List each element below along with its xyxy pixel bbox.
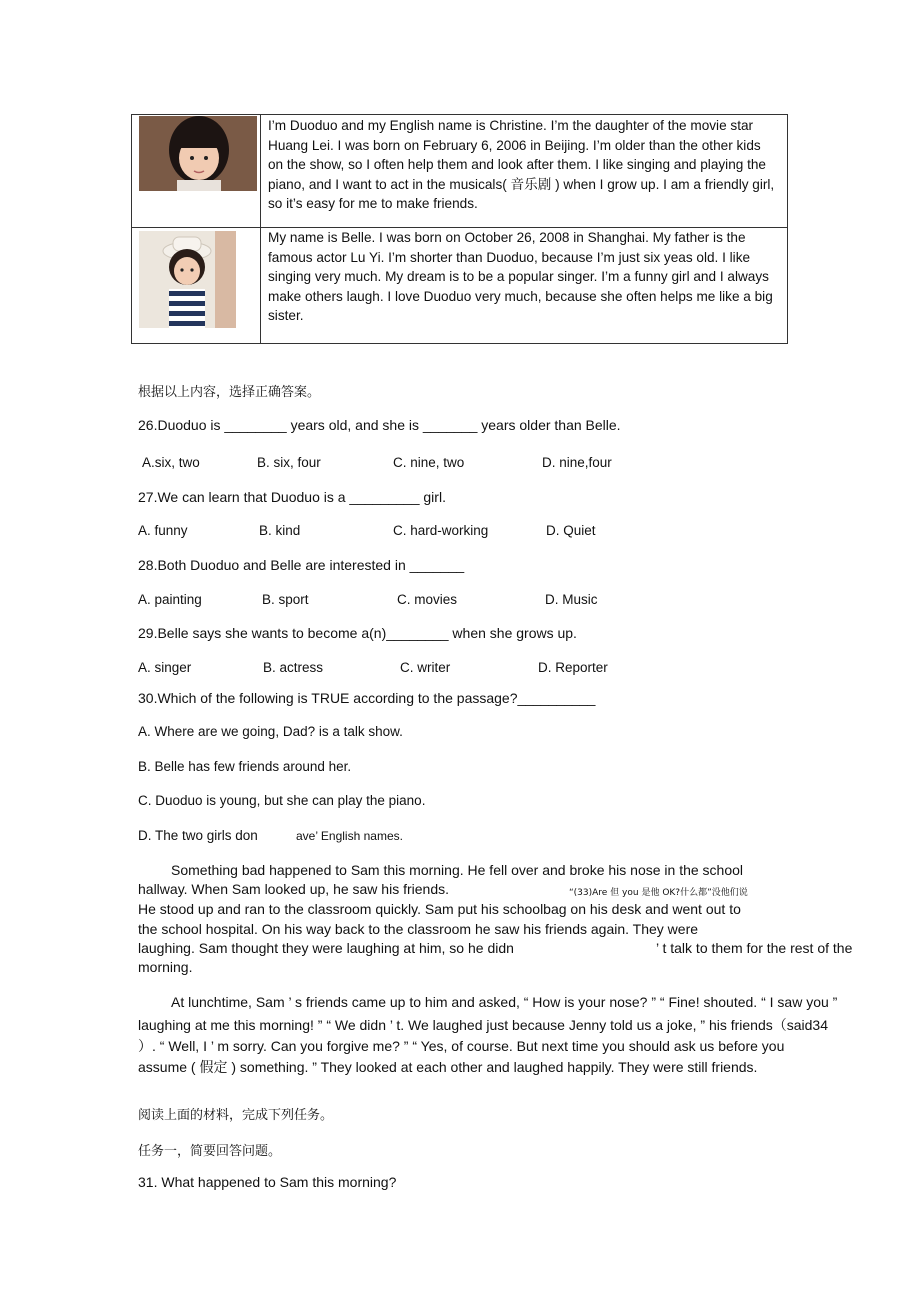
story-p1-small-note: “(33)Are 但 you 是他 OK?什么都”没他们说 <box>569 888 748 898</box>
story-p1-line2: hallway. When Sam looked up, he saw his friends. <box>138 881 450 897</box>
q28-option-d: D. Music <box>545 592 598 607</box>
instruction-choose-answer: 根据以上内容，选择正确答案。 <box>138 385 321 400</box>
q29-option-a: A. singer <box>138 660 192 675</box>
duoduo-photo <box>139 116 257 191</box>
q28-option-b: B. sport <box>262 592 309 607</box>
q28-option-c: C. movies <box>397 592 458 607</box>
story-p1-line6: morning. <box>138 959 193 975</box>
q27-option-b: B. kind <box>259 523 301 538</box>
q30-option-a: A. Where are we going, Dad? is a talk show. <box>138 724 403 739</box>
q26-option-b: B. six, four <box>257 455 321 470</box>
q27-option-d: D. Quiet <box>546 523 596 538</box>
q28-option-a: A. painting <box>138 592 202 607</box>
duoduo-intro-text: I’m Duoduo and my English name is Christine. I’m the daughter of the movie star Huang Lei. I was born on February 6, 2006 in Beijing. I’m older than the other kids on the show, so I often help them and look after them. I like singing and playing the piano, and I want to act in the musicals( 音乐剧 ) when I grow up. I am a friendly girl, so it’s easy for me to make friends. <box>268 118 775 211</box>
story-p2-line3: ）. “ Well, I ’ m sorry. Can you forgive me? ” “ Yes, of course. But next time you should ask us before you <box>138 1038 785 1054</box>
instruction-read-material: 阅读上面的材料，完成下列任务。 <box>138 1108 334 1123</box>
belle-photo <box>139 231 236 328</box>
q29-option-b: B. actress <box>263 660 324 675</box>
q26-option-a: A.six, two <box>142 455 200 470</box>
q30-option-c: C. Duoduo is young, but she can play the piano. <box>138 793 426 808</box>
intro-table <box>131 114 788 344</box>
story-p1-line4: the school hospital. On his way back to the classroom he saw his friends again. They were <box>138 921 699 937</box>
story-p1-line3: He stood up and ran to the classroom quickly. Sam put his schoolbag on his desk and went out to <box>138 901 741 917</box>
q30-option-b: B. Belle has few friends around her. <box>138 759 352 774</box>
story-p1-line1: Something bad happened to Sam this morning. He fell over and broke his nose in the school <box>171 862 744 878</box>
belle-intro-text: My name is Belle. I was born on October 26, 2008 in Shanghai. My father is the famous actor Lu Yi. I’m shorter than Duoduo, because I’m just six yeas old. I like singing very much. My dream is to be a popular singer. I’m a funny girl and I always make others laugh. I love Duoduo very much, because she often helps me like a big sister. <box>268 230 773 323</box>
question-30: 30.Which of the following is TRUE according to the passage?__________ <box>138 690 596 706</box>
table-divider-vertical <box>260 115 261 343</box>
question-26: 26.Duoduo is ________ years old, and she is _______ years older than Belle. <box>138 417 621 433</box>
question-28: 28.Both Duoduo and Belle are interested in _______ <box>138 557 465 573</box>
question-27: 27.We can learn that Duoduo is a _________ girl. <box>138 489 446 505</box>
q30-option-d-tail: ave’ English names. <box>296 829 403 843</box>
q30-option-d: D. The two girls don <box>138 828 258 843</box>
story-p1-line5b: ’ t talk to them for the rest of the <box>656 940 853 956</box>
q27-option-a: A. funny <box>138 523 188 538</box>
story-p2-line4: assume ( 假定 ) something. ” They looked at each other and laughed happily. They were still friends. <box>138 1059 758 1075</box>
q26-option-d: D. nine,four <box>542 455 612 470</box>
story-p1-line5a: laughing. Sam thought they were laughing at him, so he didn <box>138 940 514 956</box>
story-p2-line1: At lunchtime, Sam ’ s friends came up to him and asked, “ How is your nose? ” “ Fine! shouted. “ I saw you ” <box>171 994 838 1010</box>
task-one-heading: 任务一，简要回答问题。 <box>138 1144 282 1159</box>
q26-option-c: C. nine, two <box>393 455 465 470</box>
q27-option-c: C. hard-working <box>393 523 489 538</box>
q29-option-c: C. writer <box>400 660 451 675</box>
question-31: 31. What happened to Sam this morning? <box>138 1174 397 1190</box>
q29-option-d: D. Reporter <box>538 660 608 675</box>
question-29: 29.Belle says she wants to become a(n)________ when she grows up. <box>138 625 577 641</box>
story-p2-line2: laughing at me this morning! ” “ We didn ’ t. We laughed just because Jenny told us a joke, ” his friends（said34 <box>138 1017 828 1033</box>
